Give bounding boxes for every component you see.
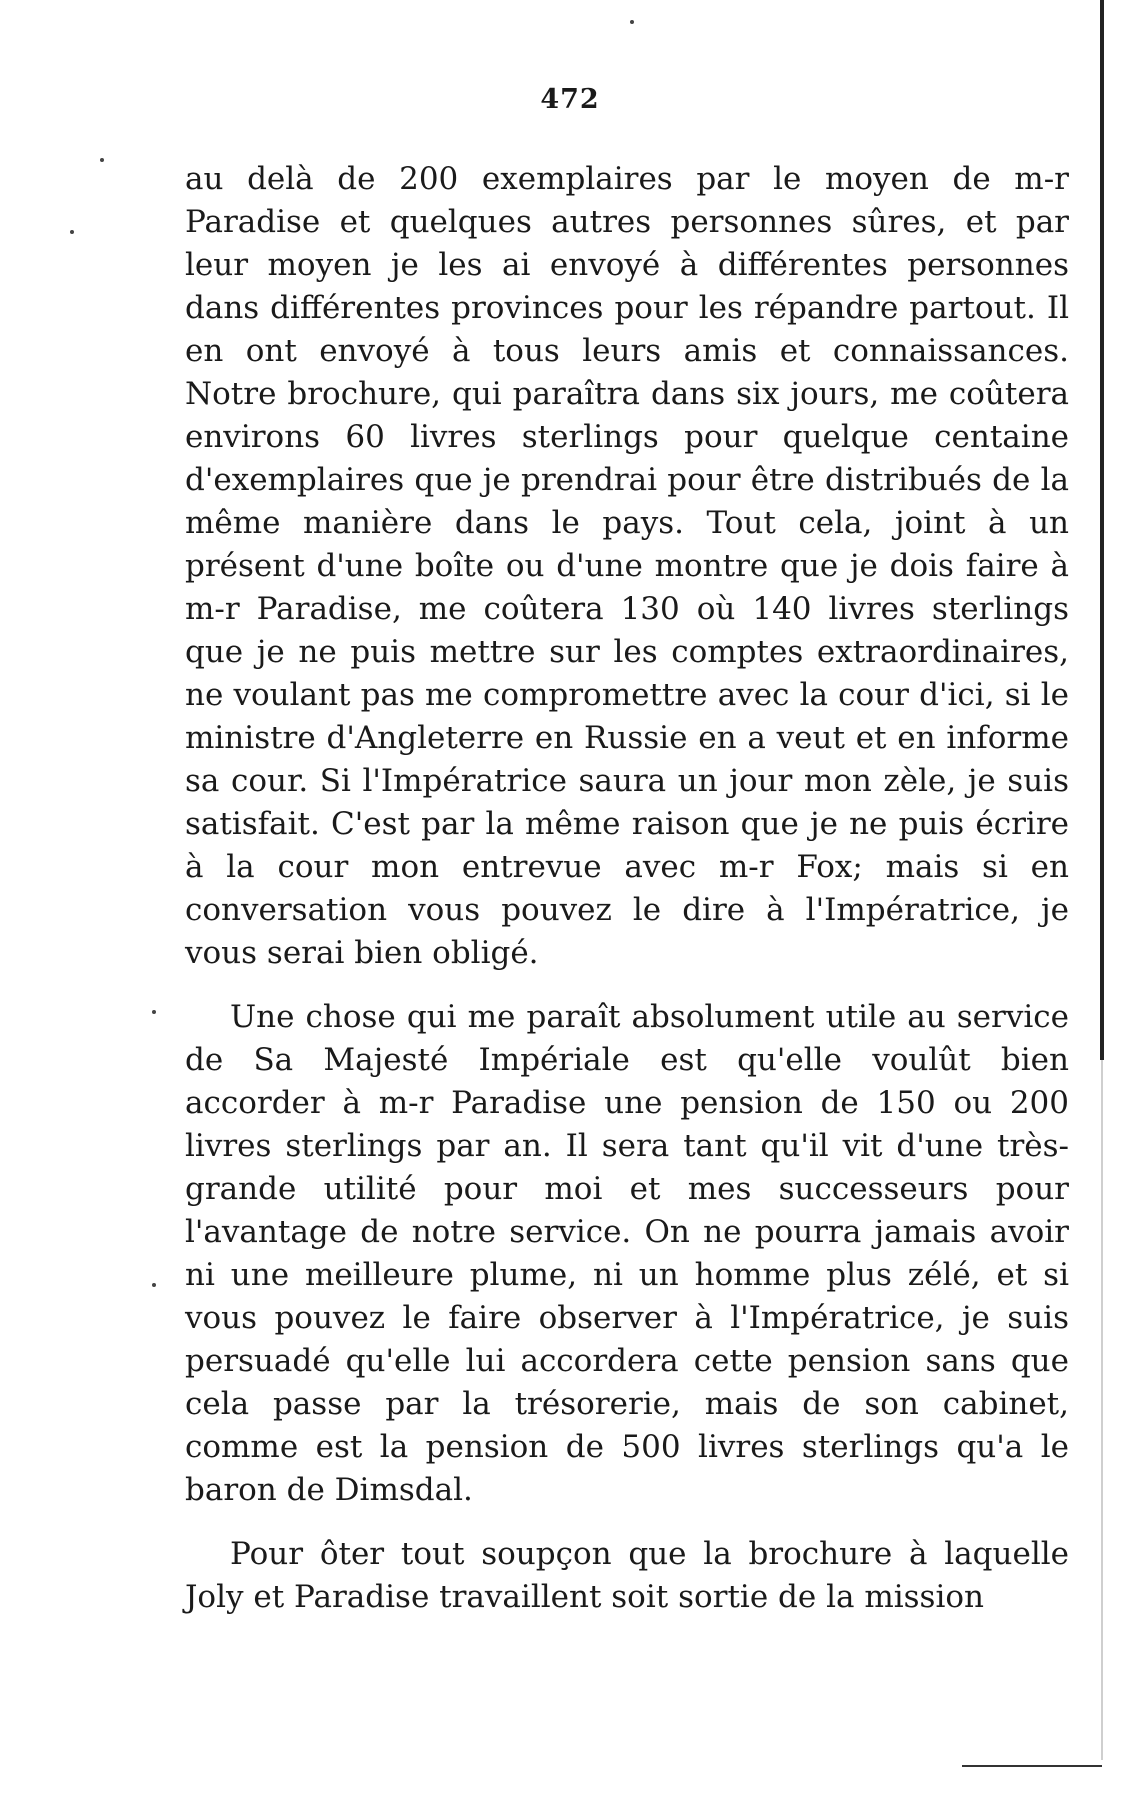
scan-speck — [100, 158, 104, 162]
scan-speck — [630, 20, 634, 24]
binding-edge-line — [1100, 0, 1104, 1060]
scan-speck — [152, 1010, 156, 1014]
paragraph-suspicion: Pour ôter tout soupçon que la brochure à laquelle Joly et Paradise travaillent soit sortie de la mission — [185, 1536, 1069, 1615]
binding-edge-faint-line — [1101, 1060, 1103, 1760]
page-body — [185, 158, 1069, 1619]
page-number: 472 — [540, 84, 600, 115]
paragraph-continued: au delà de 200 exemplaires par le moyen de m-r Paradise et quelques autres personnes sûres, et par leur moyen je les ai envoyé à différentes personnes dans différentes provinces pour les répandre partout. Il en ont envoyé à tous leurs amis et connaissances. Notre brochure, qui paraîtra dans six jours, me coûtera environs 60 livres sterlings pour quelque centaine d'exemplaires que je prendrai pour être distribués de la même manière dans le pays. Tout cela, joint à un présent d'une boîte ou d'une montre que je dois faire à m-r Paradise, me coûtera 130 où 140 livres sterlings que je ne puis mettre sur les comptes extraordinaires, ne voulant pas me compromettre avec la cour d'ici, si le ministre d'Angleterre en Russie en a veut et en informe sa cour. Si l'Impératrice saura un jour mon zèle, je suis satisfait. C'est par la même raison que je ne puis écrire à la cour mon entrevue avec m-r Fox; mais si en conversation vous pouvez le dire à l'Impératrice, je vous serai bien obligé. — [185, 161, 1069, 971]
paragraph-pension: Une chose qui me paraît absolument utile au service de Sa Majesté Impériale est qu'elle voulût bien accorder à m-r Paradise une pension de 150 ou 200 livres sterlings par an. Il sera tant qu'il vit d'une très-grande utilité pour moi et mes successeurs pour l'avantage de notre service. On ne pourra jamais avoir ni une meilleure plume, ni un homme plus zélé, et si vous pouvez le faire observer à l'Impératrice, je suis persuadé qu'elle lui accordera cette pension sans que cela passe par la trésorerie, mais de son cabinet, comme est la pension de 500 livres sterlings qu'a le baron de Dimsdal. — [185, 999, 1069, 1508]
scan-speck — [70, 230, 74, 234]
scan-speck — [152, 1283, 156, 1287]
bottom-corner-line — [962, 1765, 1102, 1767]
